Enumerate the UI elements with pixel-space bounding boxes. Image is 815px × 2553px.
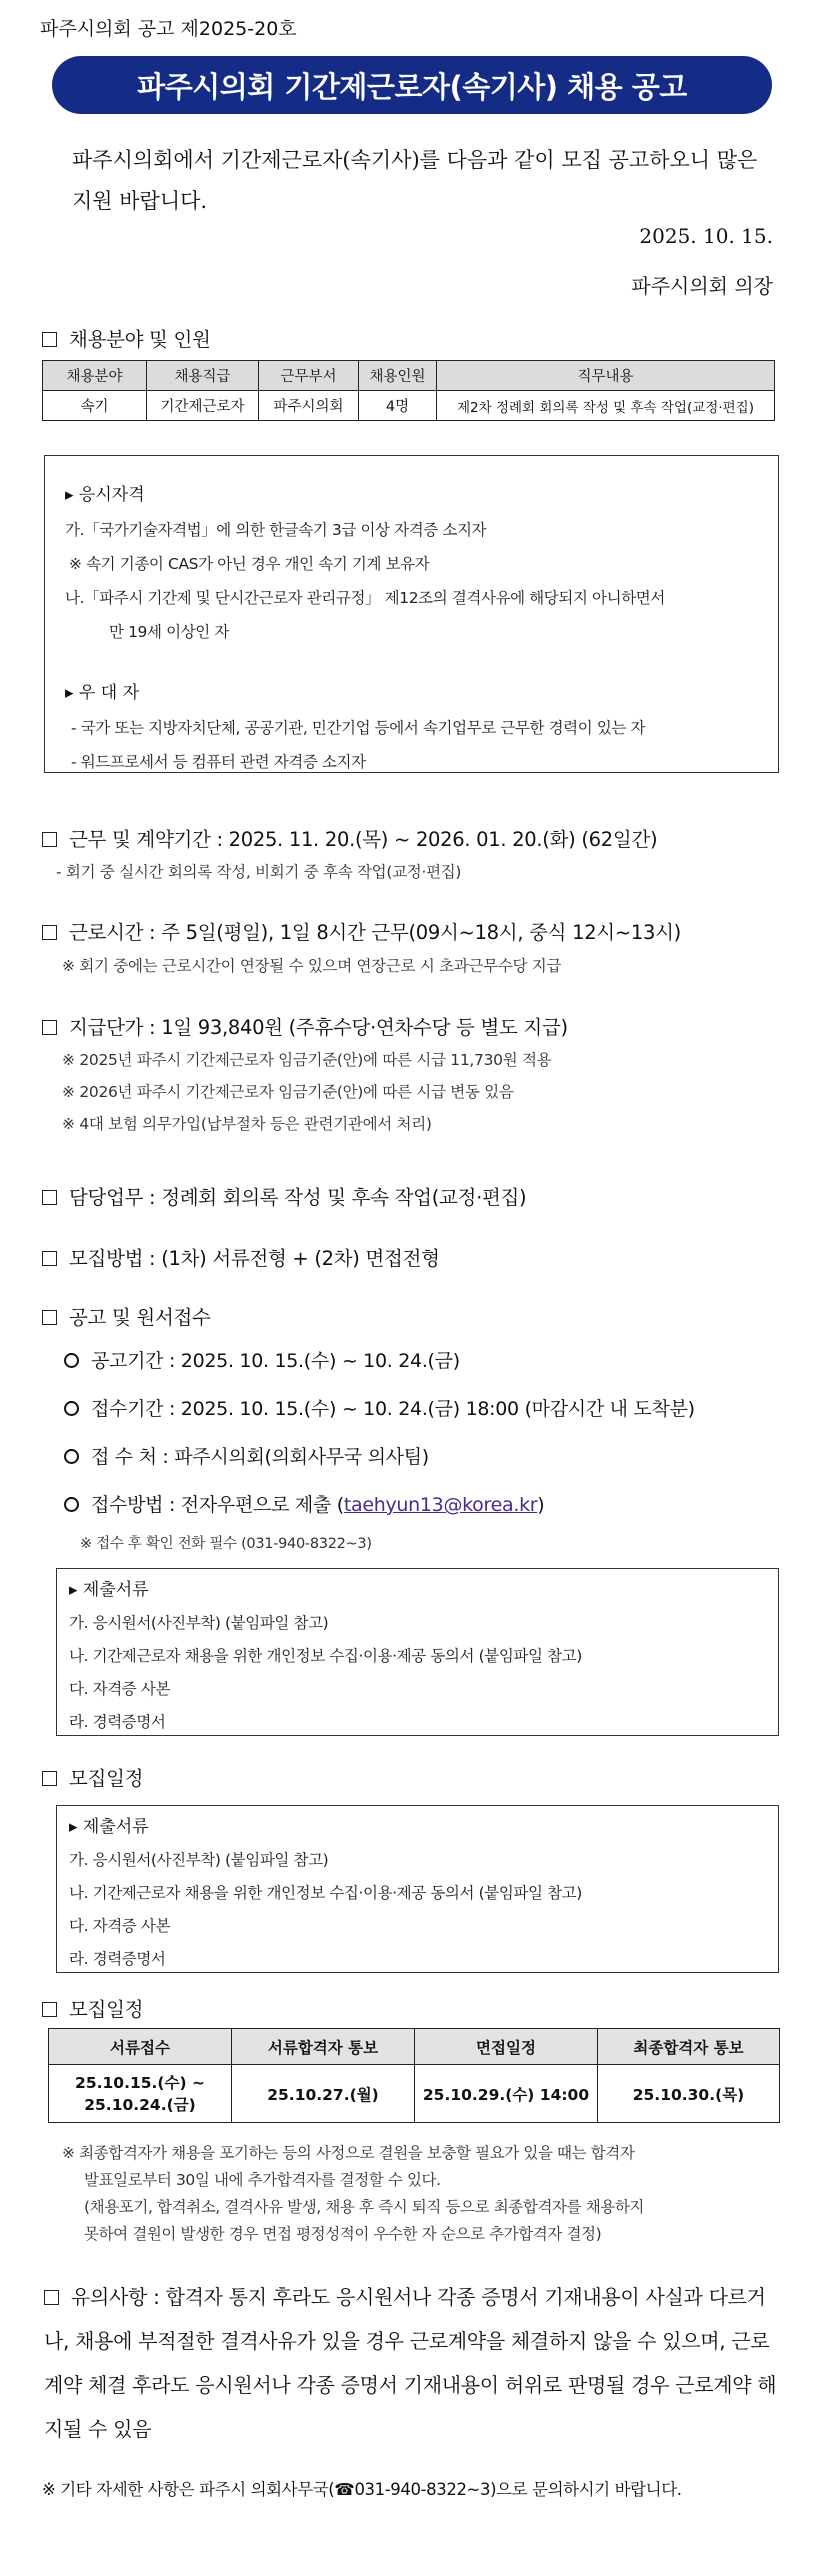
checkbox-icon — [42, 832, 57, 847]
pay-note: ※ 4대 보험 의무가입(납부절차 등은 관련기관에서 처리) — [62, 1115, 432, 1133]
qualification-line: 만 19세 이상인 자 — [109, 623, 229, 641]
table-header-cell: 최종합격자 통보 — [598, 2029, 780, 2065]
application-receipt: 접수기간 : 2025. 10. 15.(수) ~ 10. 24.(금) 18:00 (마감시간 내 도착분) — [64, 1394, 695, 1421]
duty-heading: 담당업무 : 정례회 회의록 작성 및 후속 작업(교정·편집) — [42, 1182, 526, 1210]
table-cell: 25.10.29.(수) 14:00 — [415, 2065, 598, 2123]
table-header-cell: 채용분야 — [43, 361, 147, 391]
circle-bullet-icon — [64, 1497, 79, 1512]
contract-note: - 회기 중 실시간 회의록 작성, 비회기 중 후속 작업(교정·편집) — [56, 863, 462, 881]
documents-panel — [56, 1805, 779, 1973]
method-heading: 모집방법 : (1차) 서류전형 + (2차) 면접전형 — [42, 1243, 440, 1271]
qualification-panel — [44, 455, 779, 773]
qualification-line: 가.「국가기술자격법」에 의한 한글속기 3급 이상 자격증 소지자 — [65, 521, 487, 539]
table-header-cell: 채용인원 — [359, 361, 437, 391]
checkbox-icon — [42, 332, 57, 347]
table-header-cell: 직무내용 — [437, 361, 775, 391]
schedule-note-line: (채용포기, 합격취소, 결격사유 발생, 채용 후 즉시 퇴직 등으로 최종합격자를 채용하지 — [84, 2198, 644, 2216]
table-cell: 4명 — [359, 391, 437, 421]
schedule-note-line: ※ 최종합격자가 채용을 포기하는 등의 사정으로 결원을 보충할 필요가 있을 때는 합격자 — [62, 2144, 635, 2162]
documents-title: ▸ 제출서류 — [69, 1817, 149, 1837]
documents-line: 나. 기간제근로자 채용을 위한 개인정보 수집·이용·제공 동의서 (붙임파일 참고) — [69, 1647, 582, 1665]
documents-line: 다. 자격증 사본 — [69, 1680, 171, 1698]
circle-bullet-icon — [64, 1449, 79, 1464]
hours-note: ※ 회기 중에는 근로시간이 연장될 수 있으며 연장근로 시 초과근무수당 지급 — [62, 957, 562, 975]
page-title: 파주시의회 기간제근로자(속기사) 채용 공고 — [52, 56, 772, 114]
recruit-table — [42, 360, 775, 421]
circle-bullet-icon — [64, 1353, 79, 1368]
application-place: 접 수 처 : 파주시의회(의회사무국 의사팀) — [64, 1442, 429, 1469]
table-cell: 파주시의회 — [259, 391, 359, 421]
pay-note: ※ 2026년 파주시 기간제근로자 임금기준(안)에 따른 시급 변동 있음 — [62, 1083, 514, 1101]
table-header-cell: 채용직급 — [147, 361, 259, 391]
qualification-line: 나.「파주시 기간제 및 단시간근로자 관리규정」 제12조의 결격사유에 해당되지 아니하면서 — [65, 589, 665, 607]
checkbox-icon — [42, 1251, 57, 1266]
checkbox-icon — [42, 1020, 57, 1035]
schedule-heading: 모집일정 — [42, 1763, 143, 1791]
documents-panel — [56, 1568, 779, 1736]
application-method: 접수방법 : 전자우편으로 제출 (taehyun13@korea.kr) — [64, 1490, 544, 1517]
table-cell: 25.10.30.(목) — [598, 2065, 780, 2123]
intro-text: 파주시의회에서 기간제근로자(속기사)를 다음과 같이 모집 공고하오니 많은 지원 바랍니다. — [72, 148, 758, 213]
table-row — [49, 2065, 780, 2123]
table-header-cell: 근무부서 — [259, 361, 359, 391]
checkbox-icon — [42, 1310, 57, 1325]
documents-line: 가. 응시원서(사진부착) (붙임파일 참고) — [69, 1851, 329, 1869]
table-header-cell: 서류접수 — [49, 2029, 232, 2065]
confirm-note: ※ 접수 후 확인 전화 필수 (031-940-8322~3) — [80, 1536, 372, 1552]
caution-text: 유의사항 : 합격자 통지 후라도 응시원서나 각종 증명서 기재내용이 사실과 다르거나, 채용에 부적절한 결격사유가 있을 경우 근로계약을 체결하지 않을 수 있으며, 근로계약 체결 후라도 응시원서나 각종 증명서 기재내용이 허위로 판명될 경우 근로계약 해지될 수 있음 — [44, 2285, 777, 2441]
notice-date: 2025. 10. 15. — [639, 224, 773, 248]
preference-line: - 워드프로세서 등 컴퓨터 관련 자격증 소지자 — [71, 753, 366, 771]
preference-title: ▸ 우 대 자 — [65, 683, 140, 703]
documents-line: 가. 응시원서(사진부착) (붙임파일 참고) — [69, 1614, 329, 1632]
documents-title: ▸ 제출서류 — [69, 1580, 149, 1600]
documents-line: 라. 경력증명서 — [69, 1713, 166, 1731]
signer: 파주시의회 의장 — [631, 274, 773, 298]
schedule-note-line: 발표일로부터 30일 내에 추가합격자를 결정할 수 있다. — [84, 2171, 441, 2189]
pay-note: ※ 2025년 파주시 기간제근로자 임금기준(안)에 따른 시급 11,730원 적용 — [62, 1051, 552, 1069]
preference-line: - 국가 또는 지방자치단체, 공공기관, 민간기업 등에서 속기업무로 근무한 경력이 있는 자 — [71, 719, 646, 737]
checkbox-icon — [44, 2290, 59, 2305]
qualification-title: ▸ 응시자격 — [65, 485, 145, 505]
contract-heading: 근무 및 계약기간 : 2025. 11. 20.(목) ~ 2026. 01. 20.(화) (62일간) — [42, 824, 657, 852]
pay-heading: 지급단가 : 1일 93,840원 (주휴수당·연차수당 등 별도 지급) — [42, 1012, 568, 1040]
table-header-cell: 서류합격자 통보 — [232, 2029, 415, 2065]
footer-note: ※ 기타 자세한 사항은 파주시 의회사무국(☎031-940-8322~3)으로 문의하시기 바랍니다. — [42, 2480, 682, 2499]
checkbox-icon — [42, 1190, 57, 1205]
table-cell: 25.10.27.(월) — [232, 2065, 415, 2123]
application-period: 공고기간 : 2025. 10. 15.(수) ~ 10. 24.(금) — [64, 1346, 460, 1373]
checkbox-icon — [42, 925, 57, 940]
schedule-notes — [62, 2140, 782, 2248]
hours-heading: 근로시간 : 주 5일(평일), 1일 8시간 근무(09시~18시, 중식 12시~13시) — [42, 917, 681, 945]
table-row — [43, 391, 775, 421]
table-cell: 속기 — [43, 391, 147, 421]
notice-number: 파주시의회 공고 제2025-20호 — [40, 18, 297, 40]
checkbox-icon — [42, 2002, 57, 2017]
schedule-table — [48, 2028, 780, 2123]
schedule-note-line: 못하여 결원이 발생한 경우 면접 평정성적이 우수한 자 순으로 추가합격자 결정) — [84, 2225, 602, 2243]
schedule-heading: 모집일정 — [42, 1994, 143, 2022]
table-cell: 25.10.15.(수) ~ 25.10.24.(금) — [49, 2065, 232, 2123]
application-heading: 공고 및 원서접수 — [42, 1302, 211, 1330]
recruit-heading: 채용분야 및 인원 — [42, 324, 211, 352]
qualification-line: ※ 속기 기종이 CAS가 아닌 경우 개인 속기 기계 보유자 — [69, 555, 430, 573]
table-cell: 기간제근로자 — [147, 391, 259, 421]
checkbox-icon — [42, 1771, 57, 1786]
documents-line: 다. 자격증 사본 — [69, 1917, 171, 1935]
documents-line: 나. 기간제근로자 채용을 위한 개인정보 수집·이용·제공 동의서 (붙임파일 참고) — [69, 1884, 582, 1902]
circle-bullet-icon — [64, 1401, 79, 1416]
documents-line: 라. 경력증명서 — [69, 1950, 166, 1968]
email-link[interactable]: taehyun13@korea.kr — [343, 1494, 538, 1516]
table-cell: 제2차 정례회 회의록 작성 및 후속 작업(교정·편집) — [437, 391, 775, 421]
table-header-cell: 면접일정 — [415, 2029, 598, 2065]
